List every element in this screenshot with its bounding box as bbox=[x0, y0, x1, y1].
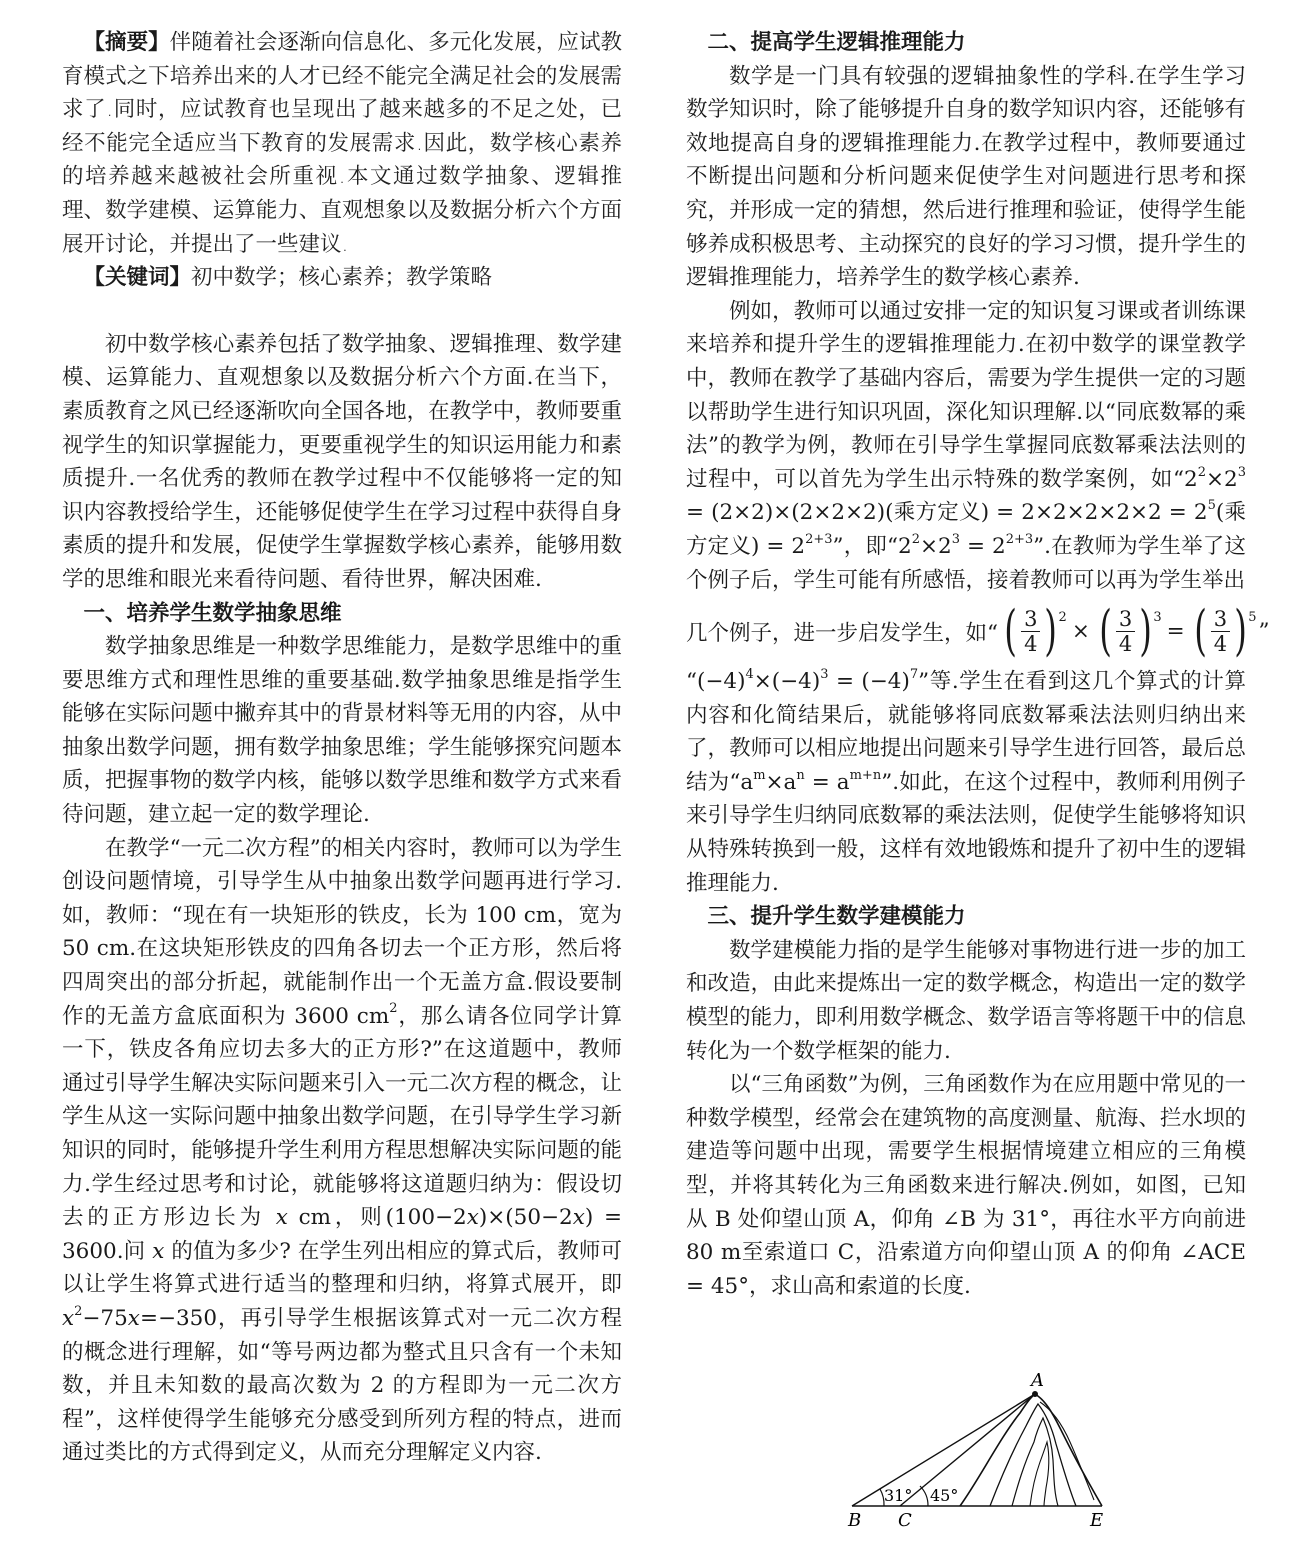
equals-operator: = bbox=[1166, 618, 1185, 644]
denominator: 4 bbox=[1213, 631, 1228, 656]
fraction bbox=[1211, 607, 1230, 656]
text-run: ”.在教师为学生举了这个例子后，学生可能有所感悟，接着教师可以再为学生举出 bbox=[686, 533, 1246, 593]
fraction bbox=[1116, 607, 1135, 656]
superscript: 3 bbox=[1237, 464, 1246, 480]
paragraph-modeling: 数学建模能力指的是学生能够对事物进行进一步的加工和改造，由此来提炼出一定的数学概念，构造出一定的数学模型的能力，即利用数学概念、数学语言等将题干中的信息转化为一个数学框架的能力. bbox=[686, 937, 1246, 1064]
exponent: 3 bbox=[1153, 610, 1162, 626]
superscript: 3 bbox=[951, 531, 960, 547]
text-run: ×2 bbox=[920, 533, 952, 559]
superscript: 2 bbox=[389, 1001, 398, 1017]
spacer bbox=[62, 295, 622, 328]
paragraph-abstraction: 数学抽象思维是一种数学思维能力，是数学思维中的重要思维方式和理性思维的重要基础.数学抽象思维是指学生能够在实际问题中撇弃其中的背景材料等无用的内容，从中抽象出数学问题，拥有数学抽象思维；学生能够探究问题本质，把握事物的数学内核，能够以数学思维和数学方式来看待问题，建立起一定的数学理论. bbox=[62, 634, 622, 828]
superscript: 4 bbox=[745, 666, 754, 682]
keywords bbox=[62, 261, 622, 295]
paragraph-quadratic-example bbox=[62, 832, 622, 1470]
text-run: “(−4) bbox=[686, 669, 746, 695]
text-run: 的值为多少? 在学生列出相应的算式后，教师可以让学生将算式进行适当的整理和归纳，将算式展开，即 bbox=[62, 1238, 622, 1298]
superscript: 2+3 bbox=[1005, 531, 1034, 547]
text-run: = (2×2)×(2×2×2)(乘方定义) = 2×2×2×2×2 = 2 bbox=[686, 500, 1208, 526]
angle-label-c: 45° bbox=[930, 1486, 959, 1505]
right-paren: ) bbox=[1139, 599, 1153, 663]
variable: x bbox=[152, 1238, 165, 1264]
superscript: m bbox=[753, 767, 766, 783]
label-b: B bbox=[848, 1510, 862, 1528]
text-run: =−350，再引导学生根据该算式对一元二次方程的概念进行理解，如“等号两边都为整式且只含有一个未知数，并且未知数的最高次数为 2 的方程即为一元二次方程”，这样使得学生能够充分感受到所列方程的特点，进而通过类比的方式得到定义，从而充分理解定义内容. bbox=[62, 1305, 622, 1466]
keywords-text: 初中数学；核心素养；教学策略 bbox=[191, 265, 493, 291]
exponent: 5 bbox=[1248, 610, 1257, 626]
abstract bbox=[62, 26, 622, 261]
text-run: −75 bbox=[82, 1305, 128, 1331]
right-paren: ) bbox=[1044, 599, 1058, 663]
fraction bbox=[1021, 607, 1040, 656]
mountain-figure bbox=[840, 1368, 1120, 1528]
variable: x bbox=[572, 1205, 585, 1231]
mountain-diagram bbox=[840, 1368, 1120, 1528]
fraction-term-3 bbox=[1190, 599, 1257, 663]
superscript: n bbox=[796, 767, 805, 783]
times-operator: × bbox=[1071, 618, 1090, 644]
text-run: = a bbox=[804, 769, 850, 795]
superscript: 2+3 bbox=[805, 531, 833, 547]
text-run: ”等.学生在看到这几个算式的计算内容和化简结果后，就能够将同底数幂乘法法则归纳出来了，教师可以相应地提出问题来引导学生进行回答，最后总结为“a bbox=[686, 669, 1246, 795]
text-run: ×(−4) bbox=[753, 669, 821, 695]
intro-paragraph: 初中数学核心素养包括了数学抽象、逻辑推理、数学建模、运算能力、直观想象以及数据分析六个方面.在当下，素质教育之风已经逐渐吹向全国各地，在教学中，教师要重视学生的知识掌握能力，更要重视学生的知识运用能力和素质提升.一名优秀的教师在教学过程中不仅能够将一定的知识内容教授给学生，还能够促使学生在学习过程中获得自身素质的提升和发展，促使学生掌握数学核心素养，能够用数学的思维和眼光来看待问题、看待世界，解决困难. bbox=[62, 331, 622, 592]
section-heading-2: 二、提高学生逻辑推理能力 bbox=[707, 30, 966, 55]
label-c: C bbox=[898, 1510, 912, 1528]
text-run: ×2 bbox=[1206, 466, 1238, 492]
mountain-ridge bbox=[990, 1404, 1076, 1506]
text-run: )×(50−2 bbox=[478, 1205, 573, 1231]
superscript: 2 bbox=[911, 531, 920, 547]
exponent: 2 bbox=[1058, 610, 1067, 626]
abstract-text: 伴随着社会逐渐向信息化、多元化发展，应试教育模式之下培养出来的人才已经不能完全满足社会的发展需求了.同时，应试教育也呈现出了越来越多的不足之处，已经不能完全适应当下教育的发展需求.因此，数学核心素养的培养越来越被社会所重视.本文通过数学抽象、逻辑推理、数学建模、运算能力、直观想象以及数据分析六个方面展开讨论，并提出了一些建议. bbox=[62, 30, 622, 257]
fraction-formula-line bbox=[686, 597, 1270, 665]
superscript: 2 bbox=[74, 1303, 83, 1319]
label-e: E bbox=[1090, 1510, 1104, 1528]
denominator: 4 bbox=[1024, 631, 1038, 656]
right-paren: ) bbox=[1234, 599, 1247, 663]
section-heading-3: 三、提升学生数学建模能力 bbox=[707, 904, 966, 930]
variable: x bbox=[466, 1205, 479, 1231]
summit-point bbox=[1032, 1391, 1038, 1397]
paragraph-power-example bbox=[686, 295, 1246, 597]
variable: x bbox=[275, 1205, 288, 1231]
variable: x bbox=[62, 1305, 75, 1331]
superscript: 7 bbox=[909, 666, 919, 682]
variable: x bbox=[127, 1305, 140, 1331]
numerator: 3 bbox=[1211, 607, 1230, 632]
left-paren: ( bbox=[1193, 599, 1207, 663]
mountain-ridge bbox=[1030, 1442, 1049, 1506]
text-run: ×a bbox=[765, 769, 797, 795]
superscript: 3 bbox=[820, 666, 829, 682]
sight-line-c bbox=[900, 1394, 1035, 1506]
superscript: 2 bbox=[1197, 464, 1207, 480]
fraction-tail: ” bbox=[1258, 618, 1270, 644]
angle-label-b: 31° bbox=[884, 1486, 913, 1505]
text-run: = (−4) bbox=[828, 669, 910, 695]
superscript: m+n bbox=[849, 767, 882, 783]
text-run: = 2 bbox=[959, 533, 1006, 559]
superscript: 5 bbox=[1207, 498, 1216, 514]
keywords-label: 【关键词】 bbox=[83, 265, 192, 291]
fraction-lead-text: 几个例子，进一步启发学生，如“ bbox=[686, 620, 998, 646]
text-run: ) = 3600.问 bbox=[62, 1205, 622, 1264]
text-run: 在教学“一元二次方程”的相关内容时，教师可以为学生创设问题情境，引导学生从中抽象出数学问题再进行学习.如，教师：“现在有一块矩形的铁皮，长为 100 cm，宽为 50 cm.在这块矩形铁皮的四角各切去一个正方形，然后将四周突出的部分折起，就能制作出一个无盖方盒.假设要制作的无盖方盒底面积为 3600 cm bbox=[62, 835, 622, 1029]
text-run: (乘方定义) = 2 bbox=[686, 500, 1246, 559]
fraction-term-2 bbox=[1095, 599, 1162, 663]
text-run: cm，则(100−2 bbox=[287, 1205, 467, 1231]
text-run: ”，即“2 bbox=[832, 533, 912, 559]
mountain-ridge bbox=[1012, 1418, 1058, 1506]
denominator: 4 bbox=[1118, 631, 1133, 656]
paragraph-trig-example: 以“三角函数”为例，三角函数作为在应用题中常见的一种数学模型，经常会在建筑物的高度测量、航海、拦水坝的建造等问题中出现，需要学生根据情境建立相应的三角模型，并将其转化为三角函数来进行解决.例如，如图，已知从 B 处仰望山顶 A，仰角 ∠B 为 31°，再往水平方向前进 80 m至索道口 C，沿索道方向仰望山顶 A 的仰角 ∠ACE = 45°，求山高和索道的长度. bbox=[686, 1072, 1246, 1299]
paragraph-power-conclusion bbox=[686, 665, 1246, 900]
text-run: 例如，教师可以通过安排一定的知识复习课或者训练课来培养和提升学生的逻辑推理能力.在初中数学的课堂教学中，教师在教学了基础内容后，需要为学生提供一定的习题以帮助学生进行知识巩固，深化知识理解.以“同底数幂的乘法”的教学为例，教师在引导学生掌握同底数幂乘法法则的过程中，可以首先为学生出示特殊的数学案例，如“2 bbox=[686, 298, 1246, 492]
left-paren: ( bbox=[1004, 599, 1017, 663]
label-a: A bbox=[1031, 1370, 1044, 1391]
paragraph-logic: 数学是一门具有较强的逻辑抽象性的学科.在学生学习数学知识时，除了能够提升自身的数学知识内容，还能够有效地提高自身的逻辑推理能力.在教学过程中，教师要通过不断提出问题和分析问题来促使学生对问题进行思考和探究，并形成一定的猜想，然后进行推理和验证，使得学生能够养成积极思考、主动探究的良好的学习习惯，提升学生的逻辑推理能力，培养学生的数学核心素养. bbox=[686, 63, 1246, 291]
left-paren: ( bbox=[1099, 599, 1112, 663]
abstract-label: 【摘要】 bbox=[83, 30, 170, 55]
section-heading-1: 一、培养学生数学抽象思维 bbox=[83, 600, 342, 626]
text-run: ，那么请各位同学计算一下，铁皮各角应切去多大的正方形?”在这道题中，教师通过引导学生解决实际问题来引入一元二次方程的概念，让学生从这一实际问题中抽象出数学问题，在引导学生学习新知识的同时，能够提升学生利用方程思想解决实际问题的能力.学生经过思考和讨论，就能够将这道题归纳为：假设切去的正方形边长为 bbox=[62, 1003, 622, 1231]
left-column bbox=[62, 26, 622, 1470]
text-run: ”.如此，在这个过程中，教师利用例子来引导学生归纳同底数幂的乘法法则，促使学生能够将知识从特殊转换到一般，这样有效地锻炼和提升了初中生的逻辑推理能力. bbox=[686, 769, 1246, 896]
numerator: 3 bbox=[1116, 607, 1135, 632]
right-column bbox=[686, 26, 1270, 1303]
numerator: 3 bbox=[1021, 607, 1040, 632]
fraction-term-1 bbox=[1000, 599, 1067, 663]
